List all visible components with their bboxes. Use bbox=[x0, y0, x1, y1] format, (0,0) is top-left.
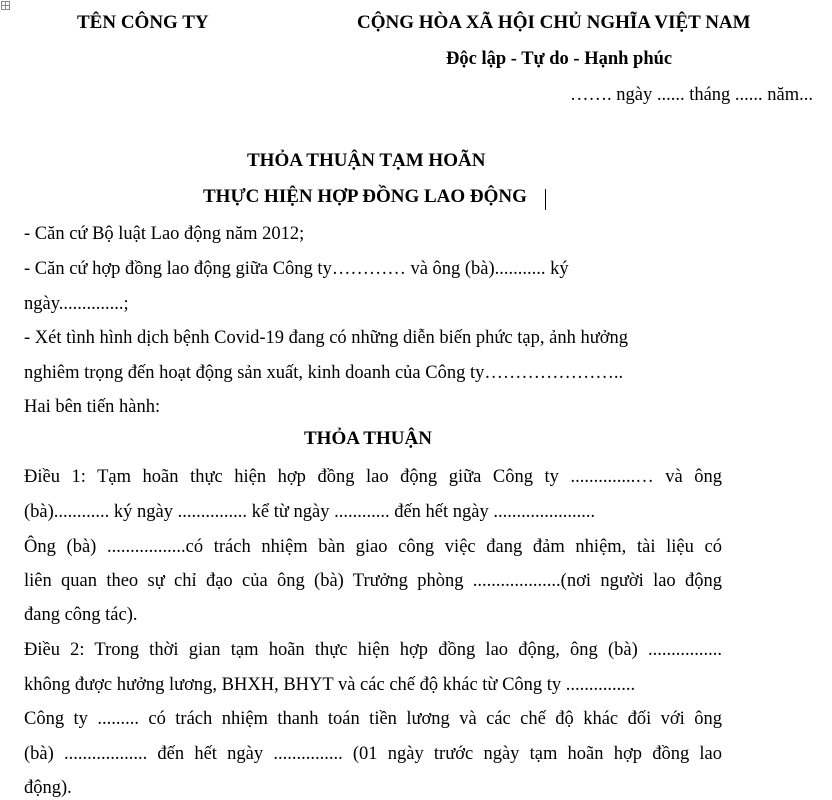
preamble-line-4: - Xét tình hình dịch bệnh Covid-19 đang có những diễn biến phức tạp, ảnh hưởng bbox=[24, 328, 629, 348]
national-title: CỘNG HÒA XÃ HỘI CHỦ NGHĨA VIỆT NAM bbox=[357, 12, 751, 33]
document-title-line1: THỎA THUẬN TẠM HOÃN bbox=[247, 150, 486, 171]
article1-line-1: Điều 1: Tạm hoãn thực hiện hợp đồng lao động giữa Công ty ..............… và ông bbox=[24, 467, 722, 487]
preamble-line-2: - Căn cứ hợp đồng lao động giữa Công ty………… và ông (bà)........... ký bbox=[24, 259, 569, 279]
article1-line-3: Ông (bà) .................có trách nhiệm bàn giao công việc đang đảm nhiệm, tài liệu có bbox=[24, 537, 722, 557]
article1-line-5: đang công tác). bbox=[24, 605, 138, 625]
article1-line-2: (bà)............ ký ngày ............... kể từ ngày ............ đến hết ngày ...................... bbox=[24, 502, 596, 522]
preamble-line-6: Hai bên tiến hành: bbox=[24, 397, 161, 417]
date-line: ……. ngày ...... tháng ...... năm... bbox=[570, 85, 814, 105]
agreement-heading: THỎA THUẬN bbox=[304, 428, 432, 449]
preamble-line-5: nghiêm trọng đến hoạt động sản xuất, kinh doanh của Công ty………………….. bbox=[24, 363, 624, 383]
article2-line-1: Điều 2: Trong thời gian tạm hoãn thực hiện hợp đồng lao động, ông (bà) ................ bbox=[24, 640, 722, 660]
text-cursor bbox=[545, 189, 546, 210]
article2-line-2: không được hưởng lương, BHXH, BHYT và các chế độ khác từ Công ty ............... bbox=[24, 675, 636, 695]
preamble-line-1: - Căn cứ Bộ luật Lao động năm 2012; bbox=[24, 224, 305, 244]
national-motto: Độc lập - Tự do - Hạnh phúc bbox=[446, 49, 673, 69]
article1-line-4: liên quan theo sự chỉ đạo của ông (bà) Trưởng phòng ...................(nơi người lao động bbox=[24, 571, 722, 591]
table-move-handle-icon[interactable] bbox=[1, 1, 10, 10]
company-name: TÊN CÔNG TY bbox=[77, 12, 209, 33]
article2-line-5: động). bbox=[24, 778, 72, 798]
preamble-line-3: ngày..............; bbox=[24, 294, 129, 314]
document-title-line2: THỰC HIỆN HỢP ĐỒNG LAO ĐỘNG bbox=[203, 186, 527, 207]
article2-line-3: Công ty ......... có trách nhiệm thanh toán tiền lương và các chế độ khác đối với ông bbox=[24, 709, 722, 729]
article2-line-4: (bà) .................. đến hết ngày ............... (01 ngày trước ngày tạm hoãn hợp đồng lao bbox=[24, 744, 722, 764]
